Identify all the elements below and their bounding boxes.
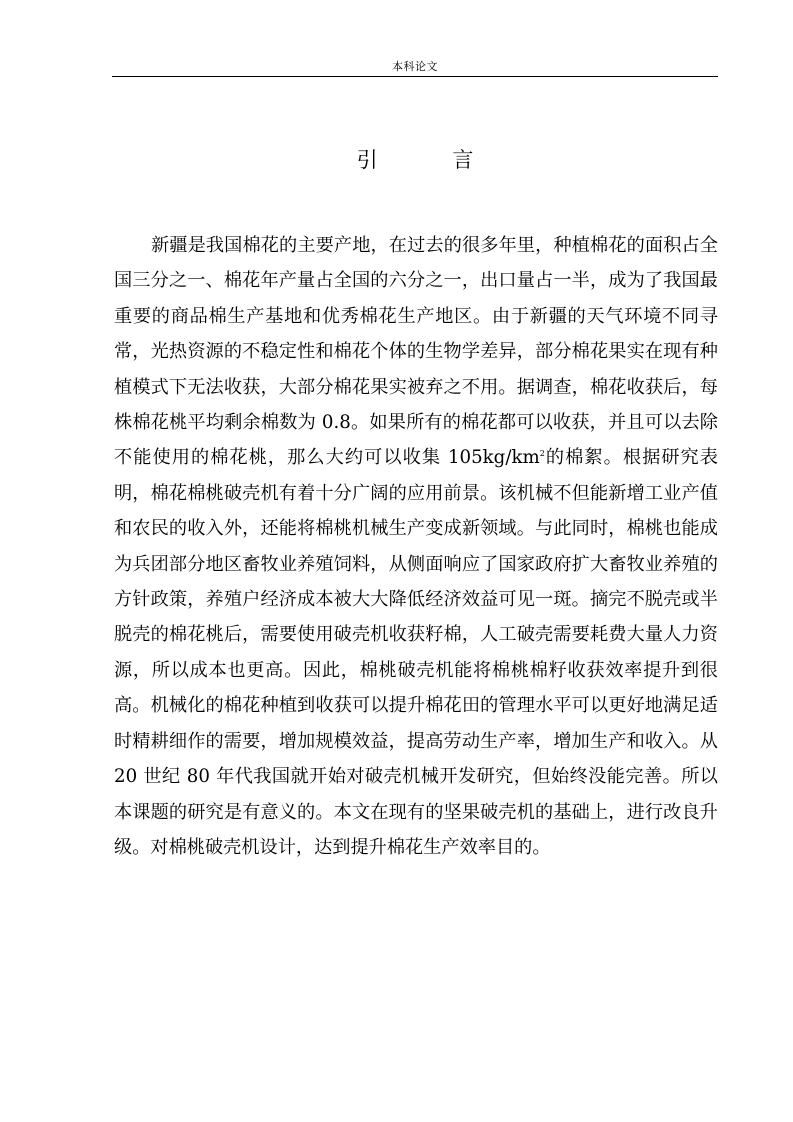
section-title: 引 言 [356,148,508,172]
paragraph-text-part-2: 的棉絮。根据研究表明，棉花棉桃破壳机有着十分广阔的应用前景。该机械不但能新增工业产值和农民的收入外，还能将棉桃机械生产变成新领域。与此同时，棉桃也能成为兵团部分地区畜牧业养殖饲料，从侧面响应了国家政府扩大畜牧业养殖的方针政策，养殖户经济成本被大大降低经济效益可见一斑。摘完不脱壳或半脱壳的棉花桃后，需要使用破壳机收获籽棉，人工破壳需要耗费大量人力资源，所以成本也更高。因此，棉桃破壳机能将棉桃棉籽收获效率提升到很高。机械化的棉花种植到收获可以提升棉花田的管理水平可以更好地满足适时精耕细作的需要，增加规模效益，提高劳动生产率，增加生产和收入。从 20 世纪 80 年代我国就开始对破壳机械开发研究，但始终没能完善。所以本课题的研究是有意义的。本文在现有的坚果破壳机的基础上，进行改良升级。对棉桃破壳机设计，达到提升棉花生产效率目的。 [114,447,718,858]
paragraph-text-part-1: 新疆是我国棉花的主要产地，在过去的很多年里，种植棉花的面积占全国三分之一、棉花年产量占全国的六分之一，出口量占一半，成为了我国最重要的商品棉生产基地和优秀棉花生产地区。由于新疆的天气环境不同寻常，光热资源的不稳定性和棉花个体的生物学差异，部分棉花果实在现有种植模式下无法收获，大部分棉花果实被弃之不用。据调查，棉花收获后，每株棉花桃平均剩余棉数为 0.8。如果所有的棉花都可以收获，并且可以去除不能使用的棉花桃，那么大约可以收集 105kg/km [114,235,718,469]
paragraph [114,228,718,865]
header-title: 本科论文 [392,60,438,73]
unit-exponent: 2 [539,449,545,459]
body-text [114,228,718,865]
page-header [112,54,718,77]
